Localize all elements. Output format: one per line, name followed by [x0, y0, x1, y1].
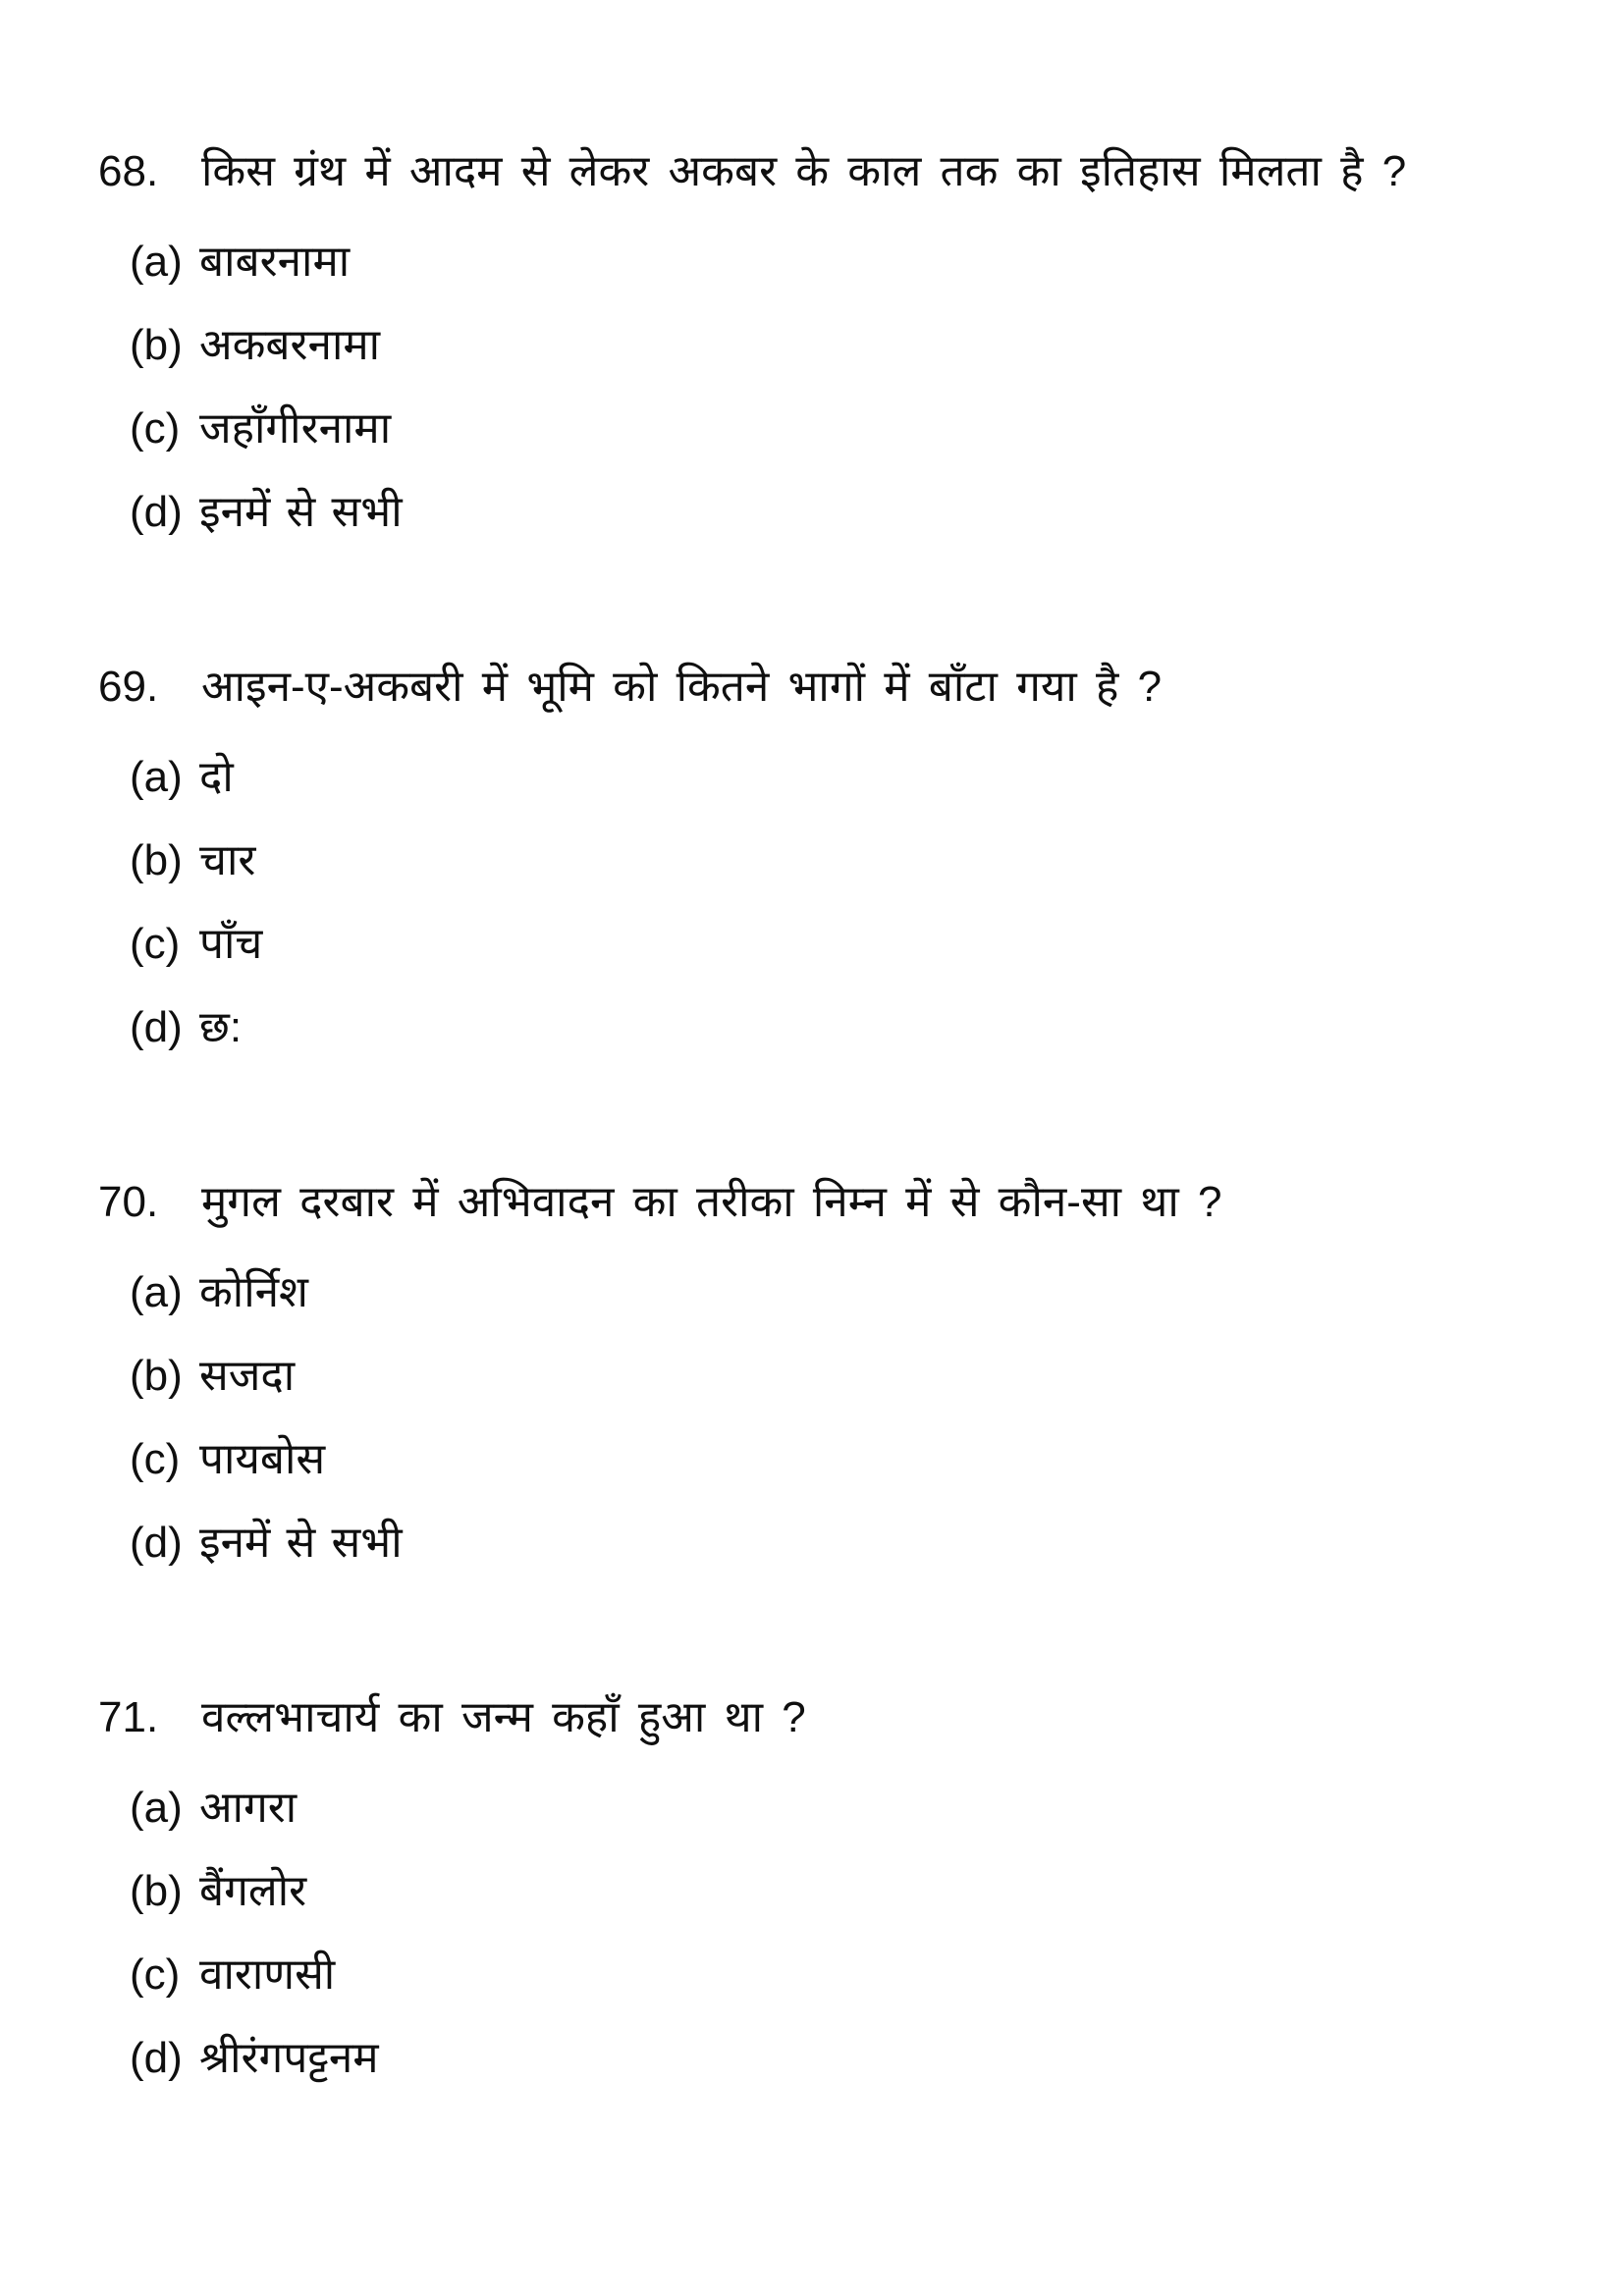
question-block-69	[0, 663, 1624, 1051]
option-text: दो	[199, 753, 234, 801]
question-text: किस ग्रंथ में आदम से लेकर अकबर के काल तक का इतिहास मिलता है ?	[201, 147, 1407, 195]
option-row	[130, 1268, 1624, 1316]
option-label: (c)	[130, 920, 181, 968]
option-label: (d)	[130, 1519, 183, 1567]
option-label: (b)	[130, 1352, 183, 1400]
option-text: बैंगलोर	[199, 1867, 307, 1915]
option-label: (a)	[130, 753, 183, 801]
question-number: 68.	[98, 147, 159, 195]
question-line	[98, 1693, 1565, 1741]
option-row	[130, 920, 1624, 968]
option-row	[130, 488, 1624, 536]
option-text: श्रीरंगपट्टनम	[199, 2034, 379, 2082]
option-row	[130, 1352, 1624, 1400]
option-row	[130, 2034, 1624, 2082]
question-text: आइन-ए-अकबरी में भूमि को कितने भागों में बाँटा गया है ?	[201, 663, 1163, 711]
option-label: (a)	[130, 1268, 183, 1316]
option-label: (a)	[130, 1784, 183, 1832]
question-line	[98, 663, 1565, 711]
option-row	[130, 1003, 1624, 1051]
option-text: इनमें से सभी	[199, 488, 403, 536]
option-row	[130, 753, 1624, 801]
question-block-70	[0, 1178, 1624, 1567]
option-label: (c)	[130, 1950, 181, 1999]
option-label: (c)	[130, 404, 181, 453]
option-label: (b)	[130, 321, 183, 369]
question-number: 70.	[98, 1178, 159, 1226]
option-label: (c)	[130, 1435, 181, 1483]
question-line	[98, 147, 1565, 195]
option-row	[130, 1867, 1624, 1915]
question-text: वल्लभाचार्य का जन्म कहाँ हुआ था ?	[201, 1693, 806, 1741]
option-text: पाँच	[199, 920, 263, 968]
option-label: (b)	[130, 836, 183, 884]
option-row	[130, 404, 1624, 453]
option-label: (d)	[130, 1003, 183, 1051]
option-text: सजदा	[199, 1352, 296, 1400]
option-row	[130, 1435, 1624, 1483]
option-text: जहाँगीरनामा	[199, 404, 392, 453]
question-number: 71.	[98, 1693, 159, 1741]
option-text: बाबरनामा	[199, 238, 351, 286]
option-label: (d)	[130, 488, 183, 536]
question-block-68	[0, 147, 1624, 536]
option-row	[130, 240, 1624, 284]
option-text: आगरा	[199, 1784, 298, 1832]
option-text: पायबोस	[199, 1435, 326, 1483]
option-text: कोर्निश	[199, 1268, 308, 1316]
option-label: (d)	[130, 2034, 183, 2082]
option-row	[130, 321, 1624, 369]
question-line	[98, 1178, 1565, 1226]
option-text: अकबरनामा	[199, 321, 381, 369]
option-row	[130, 836, 1624, 884]
question-number: 69.	[98, 663, 159, 711]
option-row	[130, 1519, 1624, 1567]
option-text: चार	[199, 836, 256, 884]
option-row	[130, 1784, 1624, 1832]
option-label: (b)	[130, 1867, 183, 1915]
option-text: इनमें से सभी	[199, 1519, 403, 1567]
option-row	[130, 1950, 1624, 1999]
option-label: (a)	[130, 238, 183, 286]
option-text: वाराणसी	[199, 1950, 336, 1999]
question-block-71	[0, 1693, 1624, 2082]
option-text: छ:	[199, 1003, 243, 1051]
question-text: मुगल दरबार में अभिवादन का तरीका निम्न में से कौन-सा था ?	[201, 1178, 1222, 1226]
